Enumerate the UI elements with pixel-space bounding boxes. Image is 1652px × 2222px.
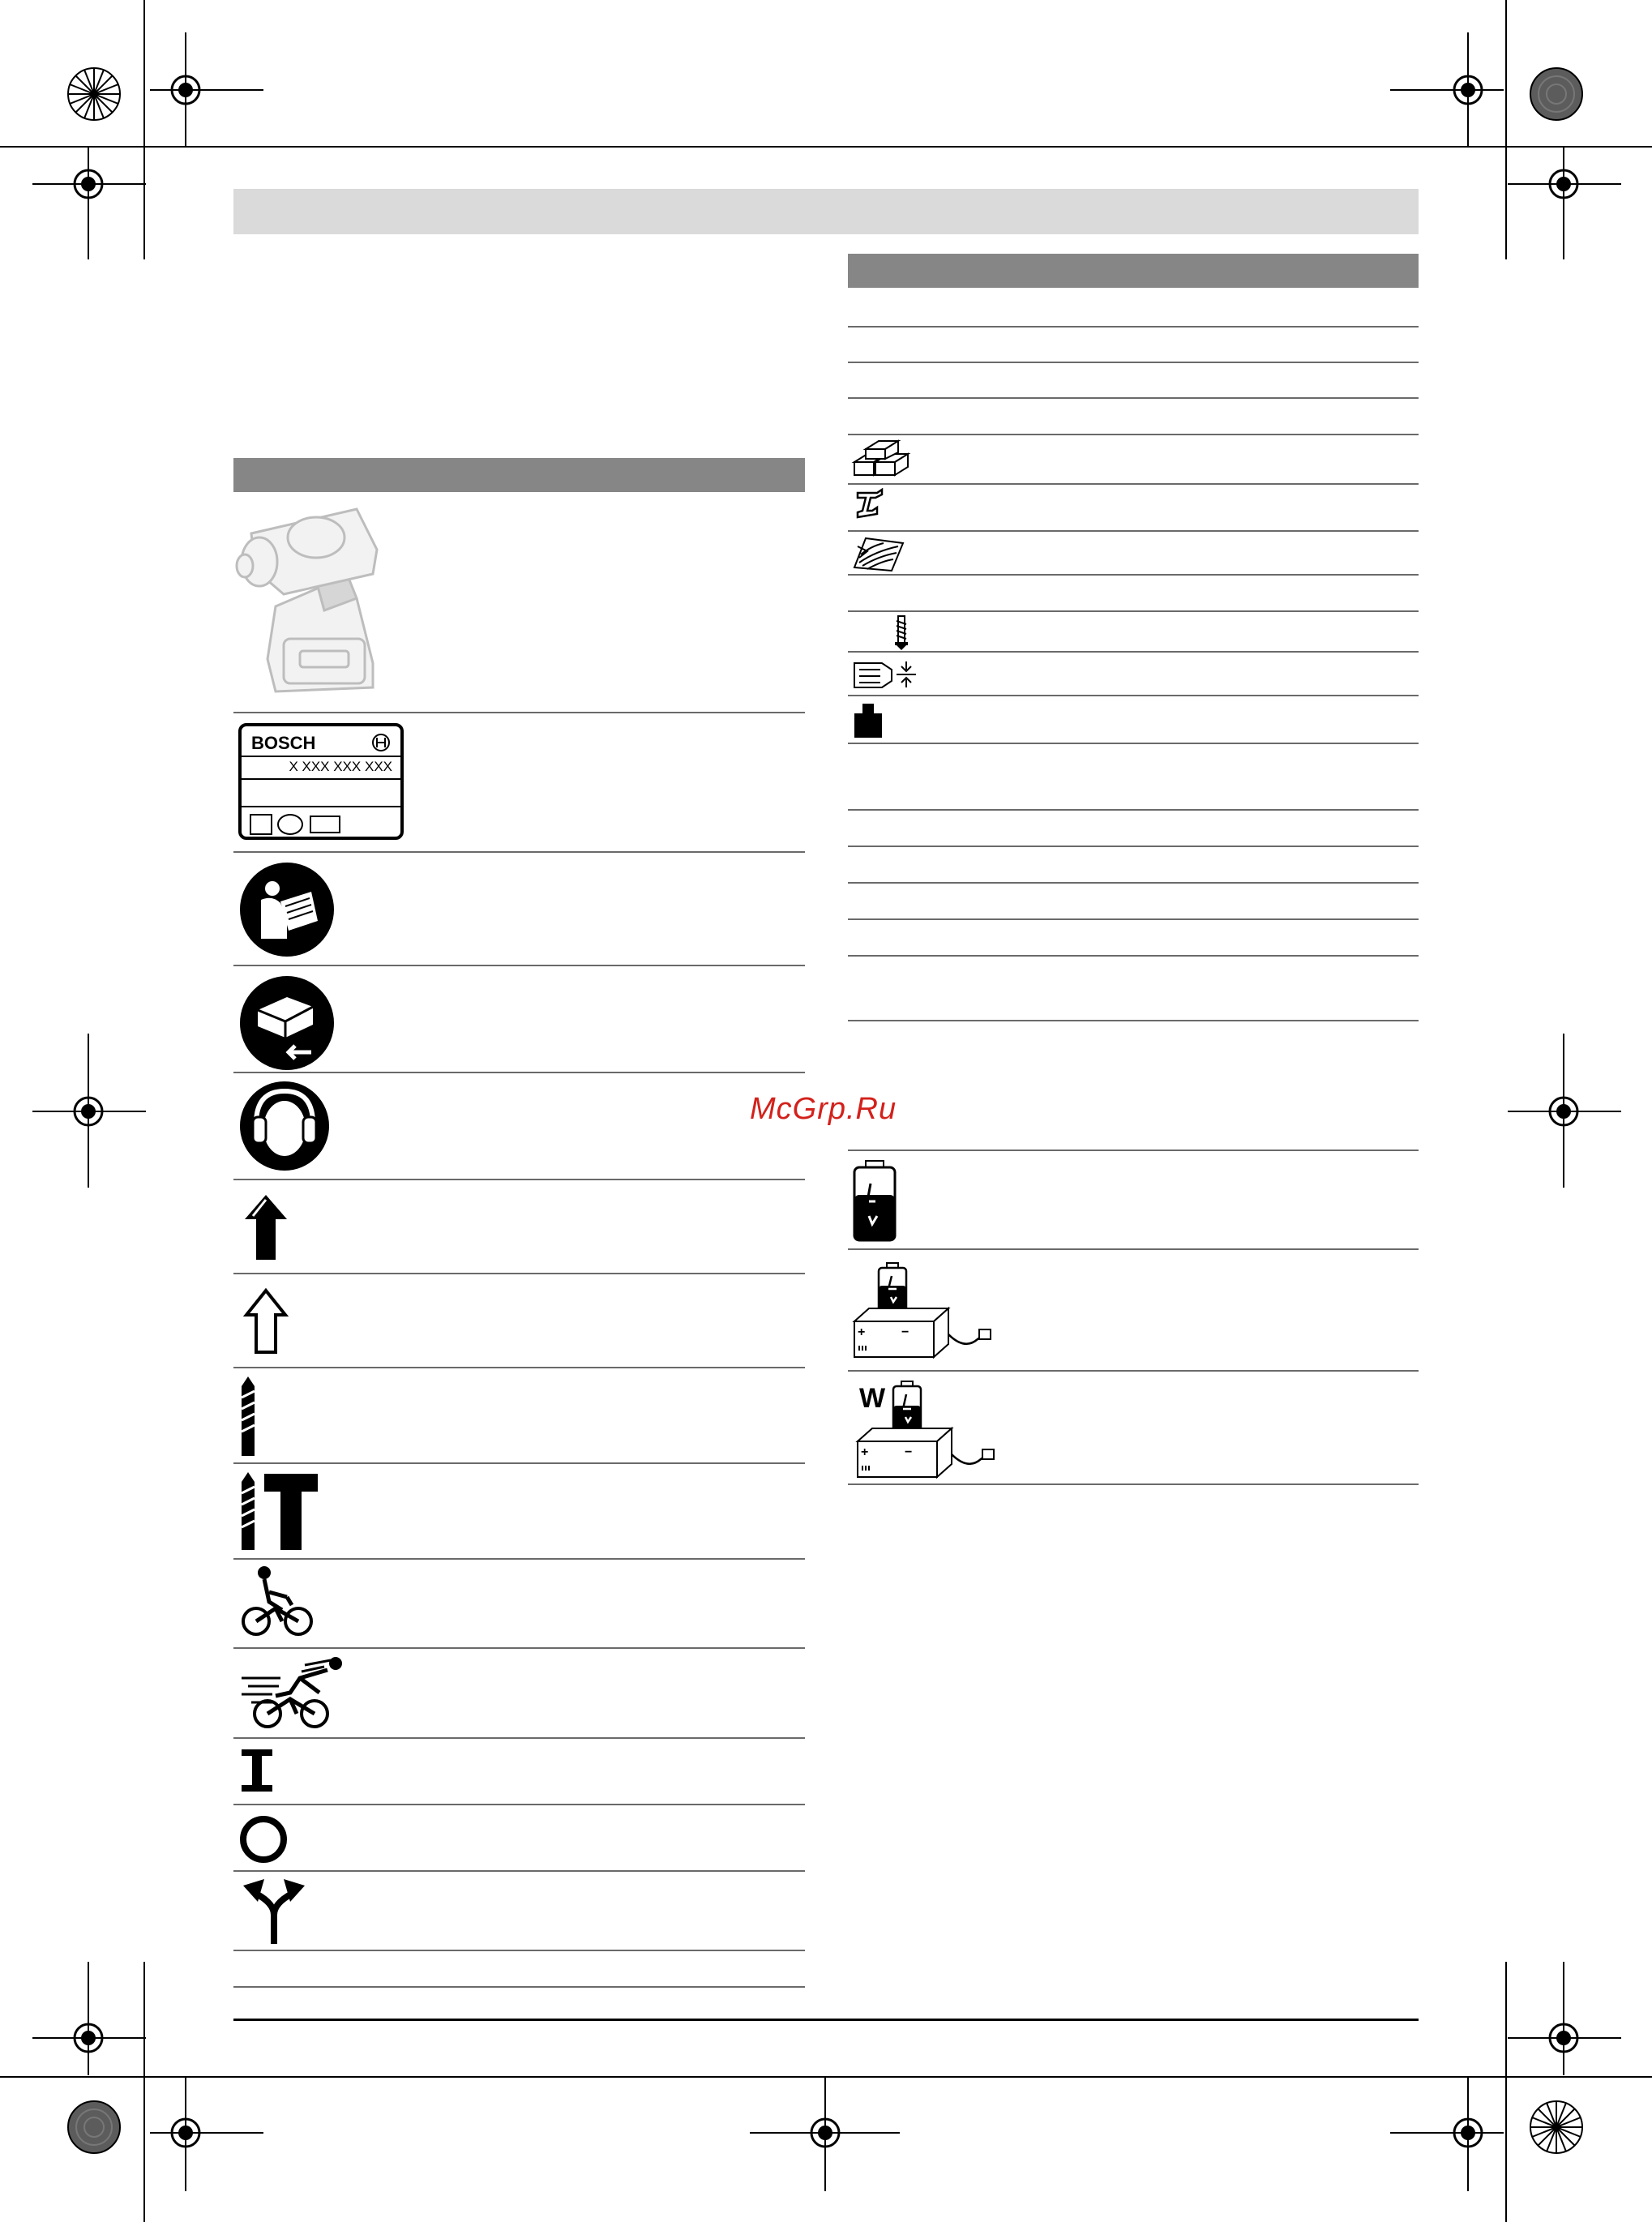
row-divider (848, 1248, 1419, 1250)
registration-mark-icon (70, 1093, 107, 1130)
bosch-logo-icon (371, 733, 391, 752)
plate-article-number: X XXX XXX XXX (289, 759, 392, 774)
dispose-battery-icon (238, 974, 336, 1072)
row-divider (848, 1483, 1419, 1485)
row-divider (848, 530, 1419, 532)
svg-text:+: + (858, 1325, 866, 1339)
row-divider (233, 965, 805, 966)
page-footer-rule (233, 2019, 1419, 2021)
row-divider (848, 362, 1419, 363)
charger-w-label: W (859, 1383, 886, 1414)
row-divider (848, 1020, 1419, 1021)
row-divider (233, 1462, 805, 1464)
svg-text:−: − (901, 1325, 909, 1339)
row-divider (233, 1273, 805, 1274)
registration-mark-icon (1545, 165, 1582, 203)
registration-mark-icon (70, 165, 107, 203)
registration-mark-icon (167, 71, 204, 109)
row-divider (233, 1367, 805, 1368)
registration-mark-icon (70, 2019, 107, 2057)
plate-brand: BOSCH (251, 733, 316, 753)
row-divider (848, 955, 1419, 957)
row-divider (233, 1647, 805, 1649)
on-symbol-icon (240, 1748, 274, 1793)
battery-charger-icon (851, 1261, 994, 1362)
row-divider (848, 651, 1419, 653)
watermark: McGrp.Ru (750, 1092, 897, 1126)
drill-bit-icon (238, 1375, 258, 1458)
battery-icon (851, 1159, 898, 1244)
row-divider (233, 1737, 805, 1739)
battery-charger-w-icon (851, 1378, 997, 1482)
gray-target-icon (66, 2100, 122, 2155)
row-divider (848, 846, 1419, 847)
registration-mark-icon (1449, 71, 1487, 109)
weight-icon (853, 702, 884, 739)
row-divider (848, 610, 1419, 612)
slow-cyclist-icon (240, 1565, 316, 1639)
row-divider (233, 1986, 805, 1988)
section-header-bar-left (233, 458, 805, 492)
row-divider (848, 743, 1419, 744)
chuck-range-icon (851, 658, 918, 691)
off-symbol-icon (238, 1814, 289, 1865)
registration-mark-icon (807, 2114, 844, 2151)
registration-mark-icon (167, 2114, 204, 2151)
row-divider (848, 434, 1419, 435)
svg-text:−: − (905, 1445, 913, 1459)
arrow-filled-icon (242, 1192, 290, 1263)
wood-icon (851, 535, 906, 572)
fast-cyclist-icon (240, 1654, 345, 1732)
cordless-drill-icon (235, 501, 389, 696)
page-header-bar (233, 189, 1419, 234)
row-divider (848, 918, 1419, 920)
gray-target-icon (1529, 66, 1584, 122)
row-divider (848, 882, 1419, 884)
star-target-icon (66, 66, 122, 122)
svg-text:+: + (861, 1445, 869, 1459)
row-divider (848, 326, 1419, 328)
registration-mark-icon (1545, 1093, 1582, 1130)
row-divider (848, 695, 1419, 696)
hammer-drill-icon (238, 1471, 321, 1552)
ear-protection-icon (238, 1080, 331, 1172)
row-divider (233, 1072, 805, 1073)
row-divider (233, 712, 805, 713)
row-divider (848, 397, 1419, 399)
row-divider (233, 1950, 805, 1951)
type-plate-icon (238, 723, 404, 840)
row-divider (848, 483, 1419, 485)
screw-icon (892, 613, 911, 650)
row-divider (848, 1150, 1419, 1151)
row-divider (848, 809, 1419, 811)
row-divider (233, 1870, 805, 1872)
star-target-icon (1529, 2100, 1584, 2155)
row-divider (233, 1179, 805, 1180)
row-divider (848, 1370, 1419, 1372)
arrow-outline-icon (242, 1286, 290, 1357)
row-divider (848, 574, 1419, 576)
row-divider (233, 851, 805, 853)
registration-mark-icon (1449, 2114, 1487, 2151)
row-divider (233, 1804, 805, 1805)
steel-beam-icon (853, 488, 885, 520)
row-divider (233, 1558, 805, 1560)
registration-mark-icon (1545, 2019, 1582, 2057)
masonry-bricks-icon (851, 438, 916, 478)
read-manual-icon (238, 861, 336, 958)
rotation-direction-icon (240, 1877, 308, 1946)
section-header-bar-right (848, 254, 1419, 288)
